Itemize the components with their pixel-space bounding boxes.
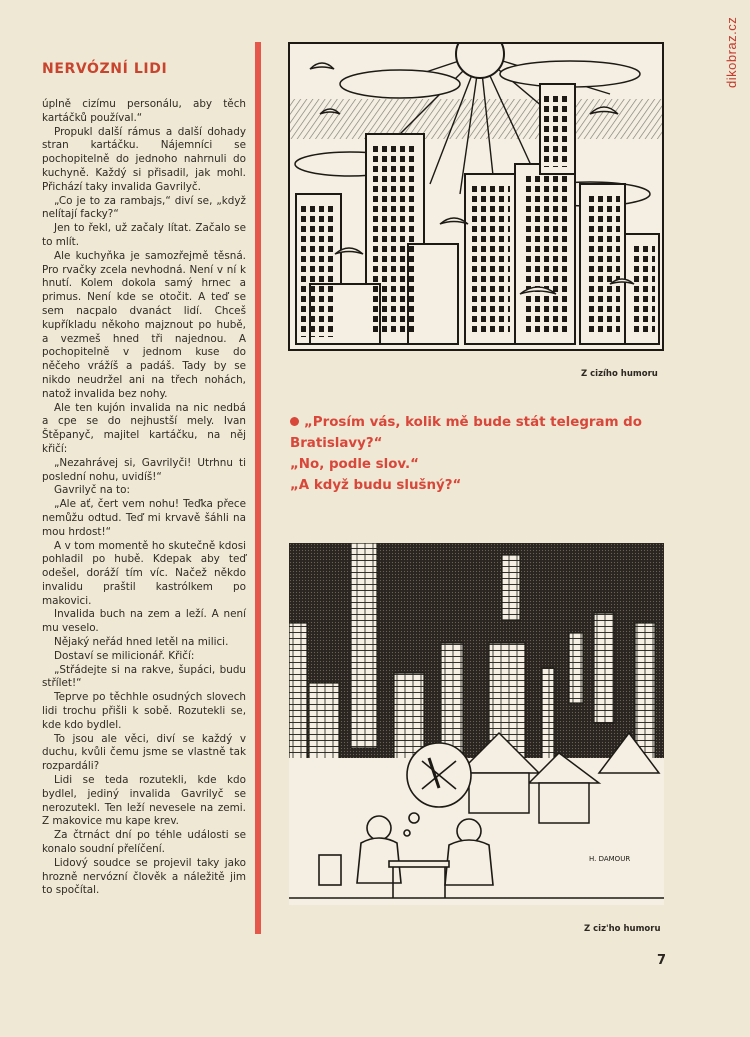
page-number: 7	[657, 953, 667, 968]
article-paragraph: úplně cizímu personálu, aby těch kartáčků používal.“	[42, 98, 246, 124]
joke-line: „No, podle slov.“	[290, 457, 419, 472]
bullet-dot-icon	[290, 417, 299, 426]
article-paragraph: Invalida buch na zem a leží. A není mu veselo.	[42, 608, 246, 635]
watermark: dikobraz.cz	[724, 16, 739, 88]
article-paragraph: Ale kuchyňka je samozřejmě těsná. Pro rvačky zcela nevhodná. Není v ní k hnutí. Kolem dokola samý hrnec a primus. Není kde se otočit. A teď se sem nacpalo dvanáct lidí. Chceš kupříkladu někoho majznout po hubě, a vezmeš hned tři najednou. A pochopitelně v jednom kuse do něčeho vrážíš a padáš. Tady by se nikdo neudržel ani na třech nohách, natož invalida bez nohy.	[42, 249, 246, 400]
article-paragraph: Jen to řekl, už začaly lítat. Začalo se to mlít.	[42, 222, 246, 248]
cartoon-bottom-caption: Z ciz'ho humoru	[584, 924, 661, 934]
joke-line: „A když budu slušný?“	[290, 478, 462, 493]
article-paragraph: Lidový soudce se projevil taky jako hrozně nervózní člověk a náležitě jim to spočítal.	[42, 856, 246, 897]
article-paragraph: „Co je to za rambajs,“ diví se, „když nelítají facky?“	[42, 194, 246, 221]
cartoon-top-city-birds	[288, 42, 664, 351]
article-paragraph: „Střádejte si na rakve, šupáci, budu střílet!“	[42, 663, 246, 690]
article-body	[42, 98, 246, 898]
article-paragraph: Lidi se teda rozutekli, kde kdo bydlel, jediný invalida Gavrilyč se nerozutekl. Ten leží nevesele na zemi. Z makovice mu kape krev.	[42, 774, 246, 828]
cartoon-top-caption: Z cizího humoru	[581, 369, 658, 379]
cartoon-bottom-chimneys	[289, 543, 664, 905]
article-paragraph: Gavrilyč na to:	[54, 484, 130, 497]
article-paragraph: Teprve po těchhle osudných slovech lidi trochu přišli k sobě. Rozutekli se, kde kdo bydlel.	[42, 691, 246, 731]
article-paragraph: Dostaví se milicionář. Křičí:	[54, 649, 195, 662]
telegram-joke	[290, 412, 676, 496]
article-paragraph: „Nezahrávej si, Gavrilyči! Utrhnu ti poslední nohu, uvidíš!“	[42, 456, 246, 483]
article-paragraph: „Ale ať, čert vem nohu! Teďka přece nemůžu odtud. Teď mi krvavě šáhli na mou hrdost!“	[42, 498, 246, 538]
cartoon-signature: H. DAMOUR	[589, 855, 631, 863]
red-column-divider	[255, 42, 261, 934]
article-paragraph: A v tom momentě ho skutečně kdosi pohladil po hubě. Kdepak aby teď odešel, doráží tím víc. Načež někdo invalidu praštil kastrólkem po makovici.	[42, 539, 246, 607]
article-paragraph: Ale ten kujón invalida na nic nedbá a cpe se do nejhustší mely. Ivan Štěpanyč, majitel kartáčku, na něj křičí:	[42, 401, 246, 455]
article-paragraph: Propukl další rámus a další dohady stran kartáčku. Nájemníci se pochopitelně do jednoho nahrnuli do kuchyně. Každý si přisadil, jak mohl. Přichází taky invalida Gavrilyč.	[42, 125, 246, 193]
article-title: NERVÓZNÍ LIDI	[42, 61, 168, 77]
article-paragraph: Nějaký neřád hned letěl na milici.	[54, 636, 229, 649]
article-paragraph: Za čtrnáct dní po téhle události se konalo soudní přelíčení.	[42, 829, 246, 856]
article-paragraph: To jsou ale věci, diví se každý v duchu, kvůli čemu jsme se vlastně tak rozpardáli?	[42, 732, 246, 773]
joke-line: „Prosím vás, kolik mě bude stát telegram do Bratislavy?“	[290, 415, 642, 451]
